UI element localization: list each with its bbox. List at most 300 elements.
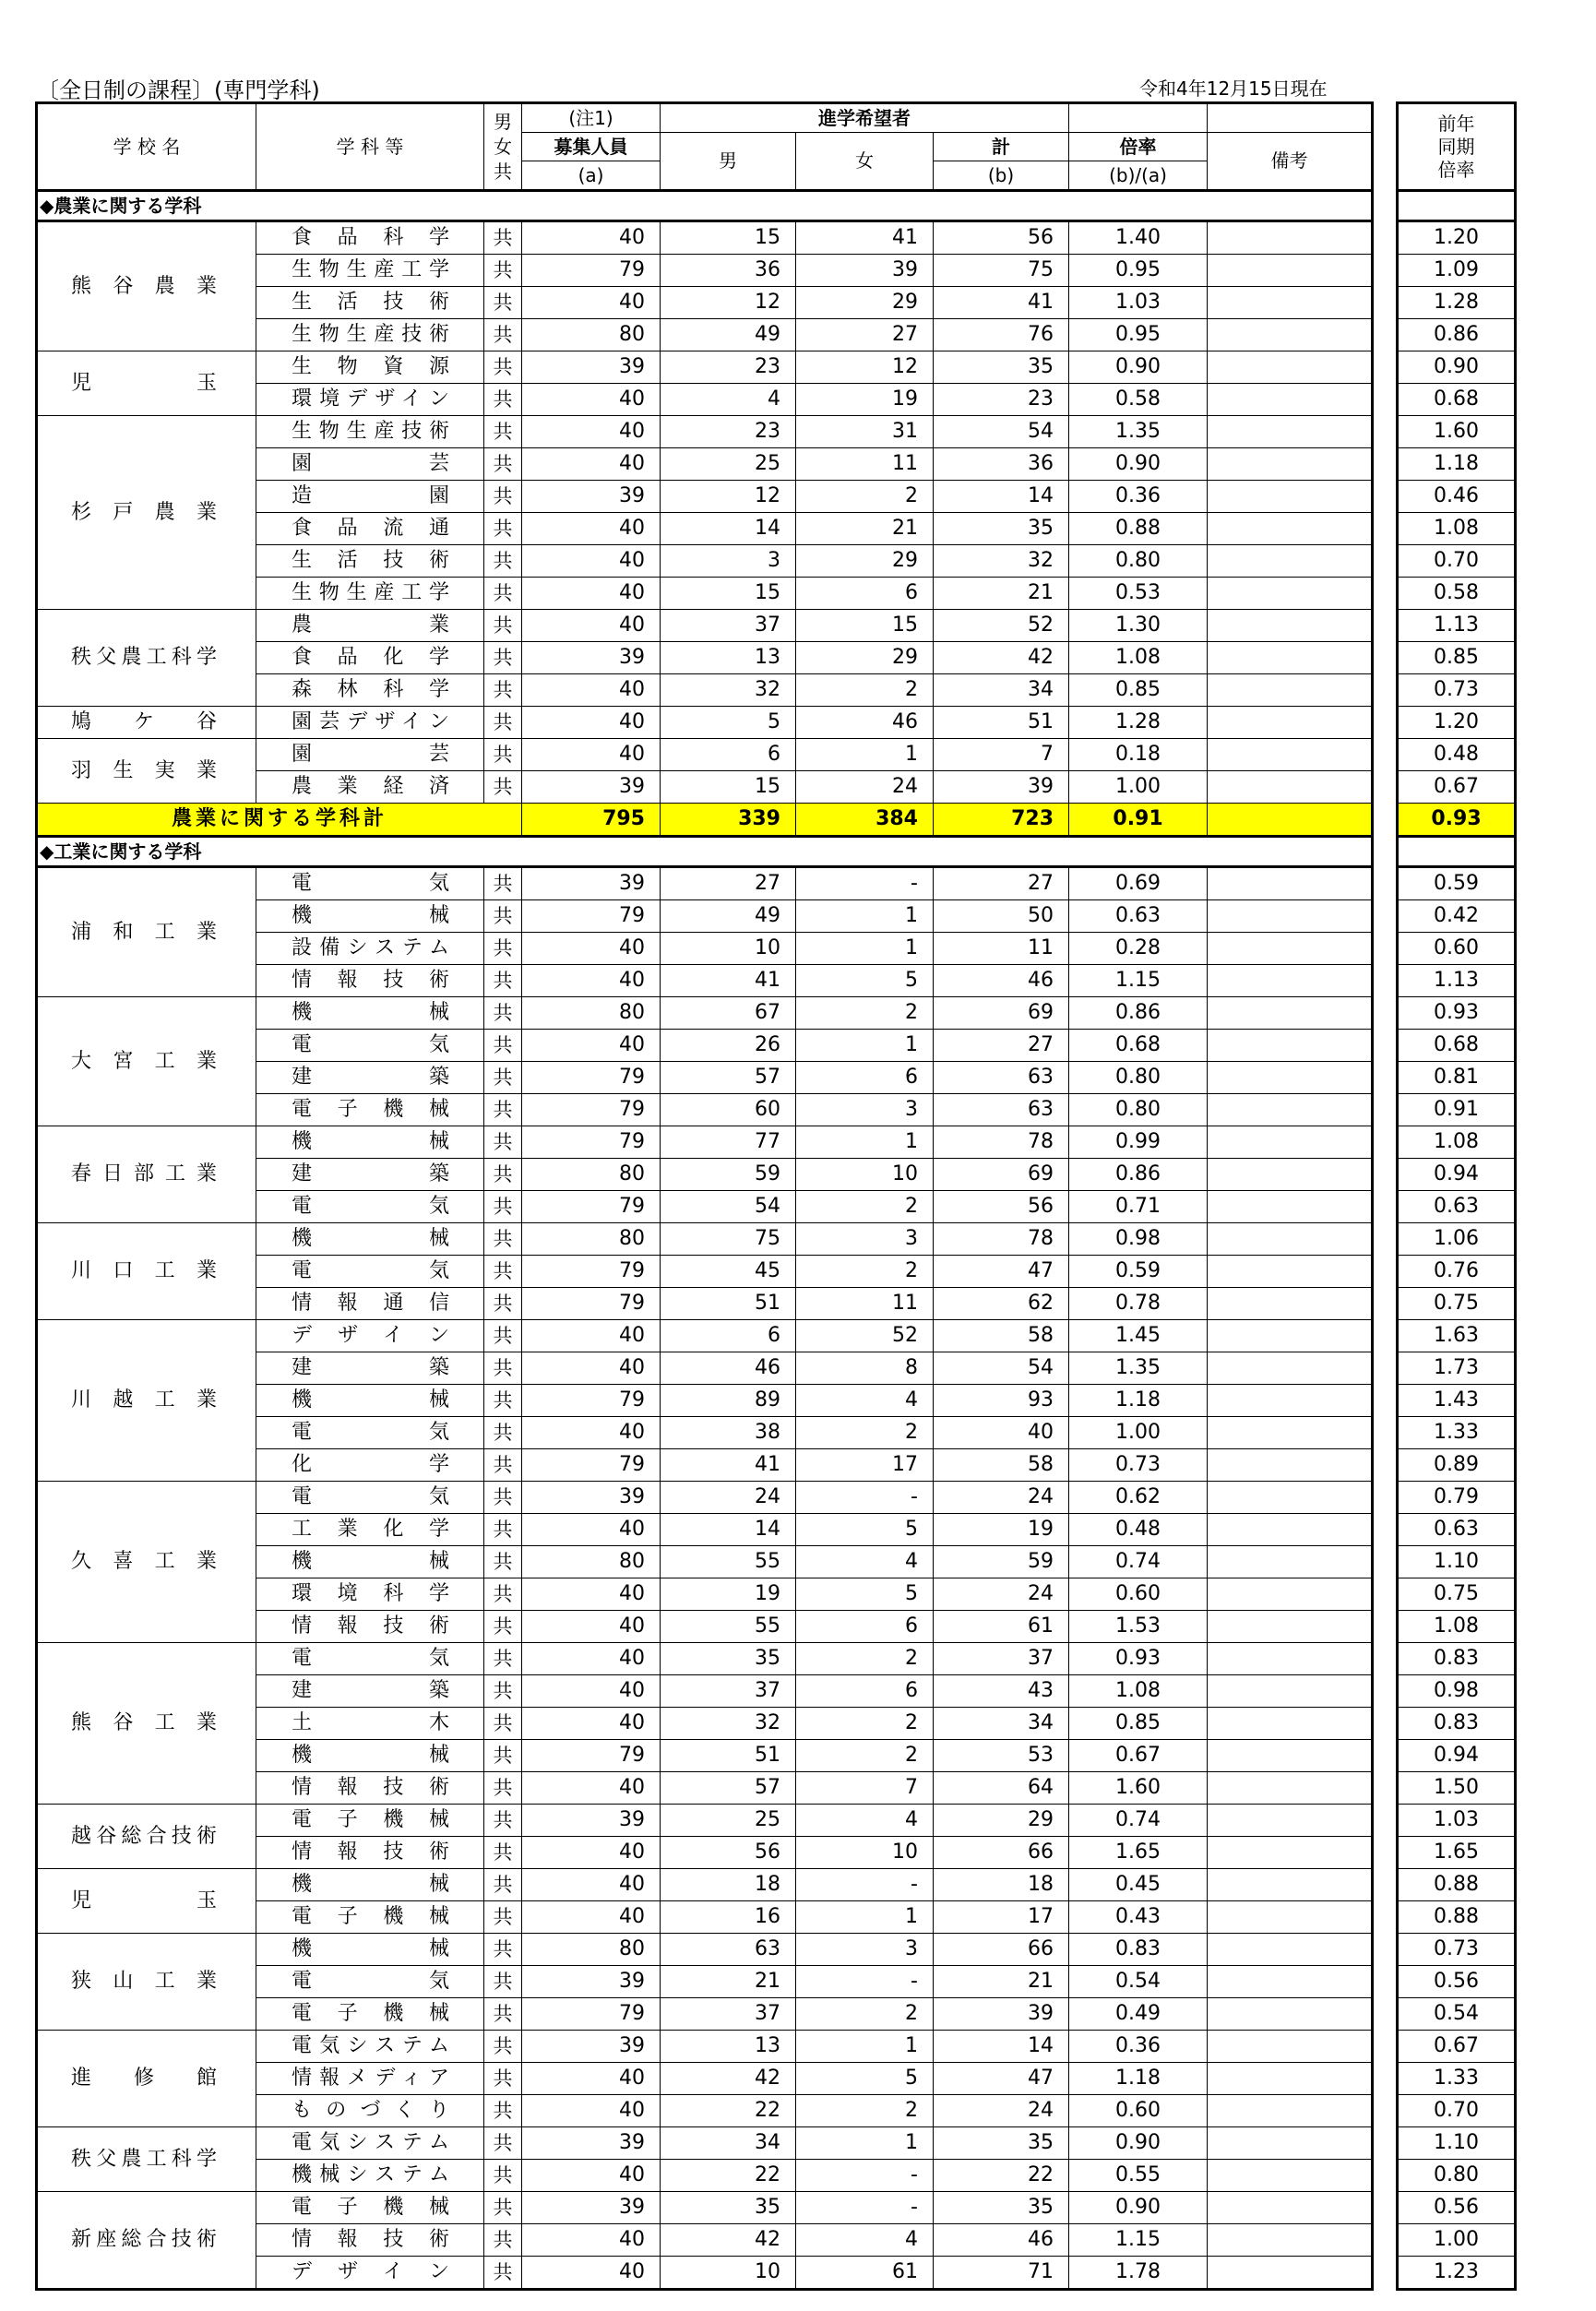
female-count: 11 [796, 448, 934, 481]
table-row [1398, 1385, 1516, 1417]
ratio: 1.08 [1069, 642, 1208, 674]
remarks [1208, 1094, 1373, 1126]
dept-name: 電気 [256, 1191, 484, 1223]
dept-name: 電気 [256, 867, 484, 900]
table-row [1398, 610, 1516, 642]
capacity: 39 [522, 481, 661, 513]
female-count: 2 [796, 1708, 934, 1740]
male-count: 63 [661, 1934, 796, 1966]
remarks [1208, 900, 1373, 933]
table-row [1398, 1998, 1516, 2031]
male-count: 10 [661, 933, 796, 965]
prev-ratio: 1.08 [1398, 1126, 1516, 1159]
remarks [1208, 1966, 1373, 1998]
table-row [37, 1805, 1373, 1837]
sex-type: 共 [484, 384, 522, 416]
table-row [1398, 1320, 1516, 1352]
female-count: 5 [796, 2063, 934, 2095]
table-row [1398, 513, 1516, 545]
school-name: 新座総合技術 [37, 2192, 256, 2290]
ratio: 1.15 [1069, 2224, 1208, 2257]
capacity: 39 [522, 1966, 661, 1998]
header-row [37, 103, 1373, 133]
sex-type: 共 [484, 674, 522, 707]
table-row [1398, 965, 1516, 997]
male-count: 14 [661, 1514, 796, 1546]
ratio: 0.69 [1069, 867, 1208, 900]
table-row [1398, 1578, 1516, 1611]
total-count: 24 [934, 2095, 1069, 2127]
female-count: 8 [796, 1352, 934, 1385]
header-ratio: 倍率 [1069, 133, 1208, 161]
remarks [1208, 1159, 1373, 1191]
remarks [1208, 1675, 1373, 1708]
male-count: 23 [661, 351, 796, 384]
remarks [1208, 1320, 1373, 1352]
total-count: 27 [934, 1030, 1069, 1062]
ratio: 0.86 [1069, 997, 1208, 1030]
table-row [1398, 545, 1516, 578]
total-count: 69 [934, 997, 1069, 1030]
male-count: 89 [661, 1385, 796, 1417]
female-count: 21 [796, 513, 934, 545]
dept-name: 生物資源 [256, 351, 484, 384]
female-count: 39 [796, 255, 934, 287]
female-count: 24 [796, 771, 934, 804]
school-name: 越谷総合技術 [37, 1805, 256, 1869]
ratio: 1.18 [1069, 2063, 1208, 2095]
sex-type: 共 [484, 1094, 522, 1126]
table-row [1398, 642, 1516, 674]
female-count: 29 [796, 545, 934, 578]
female-count: 31 [796, 416, 934, 448]
male-count: 75 [661, 1223, 796, 1256]
remarks [1208, 674, 1373, 707]
remarks [1208, 416, 1373, 448]
header-school: 学 校 名 [37, 103, 256, 191]
dept-name: 園芸デザイン [256, 707, 484, 739]
remarks [1208, 1288, 1373, 1320]
school-name: 春日部工業 [37, 1126, 256, 1223]
sex-type: 共 [484, 1708, 522, 1740]
prev-ratio: 1.65 [1398, 1837, 1516, 1869]
female-count: 27 [796, 319, 934, 351]
male-count: 32 [661, 1708, 796, 1740]
remarks [1208, 1417, 1373, 1449]
table-row [1398, 1901, 1516, 1934]
school-name: 大宮工業 [37, 997, 256, 1126]
ratio: 0.18 [1069, 739, 1208, 771]
ratio: 0.85 [1069, 1708, 1208, 1740]
table-row [1398, 2127, 1516, 2160]
prev-ratio: 1.23 [1398, 2257, 1516, 2290]
table-row [1398, 1030, 1516, 1062]
prev-ratio: 0.81 [1398, 1062, 1516, 1094]
capacity: 40 [522, 545, 661, 578]
total-count: 18 [934, 1869, 1069, 1901]
ratio: 1.35 [1069, 1352, 1208, 1385]
total-count: 32 [934, 545, 1069, 578]
total-count: 50 [934, 900, 1069, 933]
dept-name: 食品科学 [256, 221, 484, 255]
female-count: 4 [796, 1546, 934, 1578]
section-label: ◆農業に関する学科 [37, 191, 1373, 221]
male-count: 49 [661, 319, 796, 351]
sex-type: 共 [484, 1837, 522, 1869]
prev-ratio: 0.63 [1398, 1514, 1516, 1546]
sex-type: 共 [484, 545, 522, 578]
prev-ratio: 1.33 [1398, 2063, 1516, 2095]
total-count: 58 [934, 1320, 1069, 1352]
male-count: 10 [661, 2257, 796, 2290]
capacity: 80 [522, 1159, 661, 1191]
table-row [37, 997, 1373, 1030]
remarks [1208, 2224, 1373, 2257]
prev-ratio: 0.56 [1398, 2192, 1516, 2224]
table-row [1398, 739, 1516, 771]
remarks [1208, 1934, 1373, 1966]
total-count: 40 [934, 1417, 1069, 1449]
ratio: 1.53 [1069, 1611, 1208, 1643]
table-row [1398, 1352, 1516, 1385]
table-row [1398, 384, 1516, 416]
dept-name: デザイン [256, 1320, 484, 1352]
header-male: 男 [661, 133, 796, 191]
prev-ratio: 0.76 [1398, 1256, 1516, 1288]
male-count: 12 [661, 481, 796, 513]
capacity: 40 [522, 448, 661, 481]
capacity: 40 [522, 2160, 661, 2192]
prev-ratio: 0.89 [1398, 1449, 1516, 1482]
remarks [1208, 1546, 1373, 1578]
table-row [1398, 1708, 1516, 1740]
female-count: 1 [796, 739, 934, 771]
dept-name: 電子機械 [256, 1805, 484, 1837]
table-row [1398, 2257, 1516, 2290]
total-label: 農業に関する学科計 [37, 804, 522, 837]
table-row [1398, 287, 1516, 319]
total-count: 22 [934, 2160, 1069, 2192]
ratio: 1.08 [1069, 1675, 1208, 1708]
total-count: 75 [934, 255, 1069, 287]
ratio: 0.90 [1069, 448, 1208, 481]
prev-ratio: 0.73 [1398, 1934, 1516, 1966]
ratio: 0.85 [1069, 674, 1208, 707]
male-count: 67 [661, 997, 796, 1030]
total-female: 384 [796, 804, 934, 837]
dept-name: 電気システム [256, 2031, 484, 2063]
ratio: 0.49 [1069, 1998, 1208, 2031]
table-row [1398, 1869, 1516, 1901]
prev-ratio: 0.75 [1398, 1288, 1516, 1320]
ratio: 0.93 [1069, 1643, 1208, 1675]
capacity: 40 [522, 1708, 661, 1740]
female-count: - [796, 2160, 934, 2192]
header-empty [1208, 103, 1373, 133]
total-count: 43 [934, 1675, 1069, 1708]
sex-type: 共 [484, 1223, 522, 1256]
female-count: - [796, 1482, 934, 1514]
sex-type: 共 [484, 1288, 522, 1320]
remarks [1208, 481, 1373, 513]
sex-type: 共 [484, 771, 522, 804]
dept-name: 設備システム [256, 933, 484, 965]
male-count: 25 [661, 448, 796, 481]
prev-ratio: 0.60 [1398, 933, 1516, 965]
table-row [37, 416, 1373, 448]
ratio: 0.58 [1069, 384, 1208, 416]
male-count: 32 [661, 674, 796, 707]
capacity: 40 [522, 674, 661, 707]
total-count: 36 [934, 448, 1069, 481]
table-row [37, 2031, 1373, 2063]
male-count: 54 [661, 1191, 796, 1223]
table-row [1398, 674, 1516, 707]
female-count: 1 [796, 933, 934, 965]
section-row [37, 191, 1373, 221]
ratio: 1.35 [1069, 416, 1208, 448]
male-count: 36 [661, 255, 796, 287]
remarks [1208, 1030, 1373, 1062]
dept-name: 電気 [256, 1030, 484, 1062]
capacity: 40 [522, 513, 661, 545]
prev-ratio: 1.00 [1398, 2224, 1516, 2257]
capacity: 40 [522, 2063, 661, 2095]
remarks [1208, 1869, 1373, 1901]
female-count: 15 [796, 610, 934, 642]
dept-name: ものづくり [256, 2095, 484, 2127]
male-count: 35 [661, 1643, 796, 1675]
header-sex-char: 女 [494, 135, 512, 158]
ratio: 0.45 [1069, 1869, 1208, 1901]
capacity: 79 [522, 1191, 661, 1223]
male-count: 19 [661, 1578, 796, 1611]
male-count: 4 [661, 384, 796, 416]
female-count: 7 [796, 1772, 934, 1805]
total-prev-ratio: 0.93 [1398, 804, 1516, 837]
dept-name: 情報通信 [256, 1288, 484, 1320]
capacity: 40 [522, 1643, 661, 1675]
table-row [1398, 1449, 1516, 1482]
female-count: 2 [796, 674, 934, 707]
section-spacer-cell [1398, 191, 1516, 221]
remarks [1208, 771, 1373, 804]
male-count: 41 [661, 965, 796, 997]
prev-ratio: 0.67 [1398, 771, 1516, 804]
dept-name: 電気 [256, 1417, 484, 1449]
sex-type: 共 [484, 1578, 522, 1611]
prev-ratio: 1.60 [1398, 416, 1516, 448]
table-row [1398, 1740, 1516, 1772]
remarks [1208, 1708, 1373, 1740]
total-count: 35 [934, 2127, 1069, 2160]
female-count: 11 [796, 1288, 934, 1320]
table-row [1398, 1223, 1516, 1256]
male-count: 51 [661, 1288, 796, 1320]
table-row [1398, 1611, 1516, 1643]
total-count: 39 [934, 771, 1069, 804]
dept-name: 建築 [256, 1675, 484, 1708]
female-count: 5 [796, 965, 934, 997]
female-count: 2 [796, 1417, 934, 1449]
female-count: 2 [796, 997, 934, 1030]
school-name: 鳩ケ谷 [37, 707, 256, 739]
remarks [1208, 255, 1373, 287]
female-count: - [796, 2192, 934, 2224]
ratio: 0.78 [1069, 1288, 1208, 1320]
ratio: 0.68 [1069, 1030, 1208, 1062]
capacity: 39 [522, 867, 661, 900]
capacity: 40 [522, 1352, 661, 1385]
sex-type: 共 [484, 867, 522, 900]
dept-name: 生物生産技術 [256, 319, 484, 351]
prev-ratio: 0.88 [1398, 1901, 1516, 1934]
prev-ratio: 1.20 [1398, 707, 1516, 739]
remarks [1208, 2127, 1373, 2160]
dept-name: 機械 [256, 1126, 484, 1159]
remarks [1208, 1578, 1373, 1611]
capacity: 40 [522, 739, 661, 771]
table-row [37, 2127, 1373, 2160]
remarks [1208, 448, 1373, 481]
female-count: 17 [796, 1449, 934, 1482]
sex-type: 共 [484, 1772, 522, 1805]
header-sex-char: 男 [494, 110, 512, 133]
table-row [1398, 771, 1516, 804]
school-name: 川越工業 [37, 1320, 256, 1482]
total-count: 56 [934, 221, 1069, 255]
female-count: 5 [796, 1514, 934, 1546]
capacity: 79 [522, 1998, 661, 2031]
female-count: 1 [796, 2031, 934, 2063]
male-count: 35 [661, 2192, 796, 2224]
capacity: 79 [522, 1385, 661, 1417]
prev-ratio: 0.75 [1398, 1578, 1516, 1611]
prev-ratio: 0.93 [1398, 997, 1516, 1030]
section-spacer [1398, 837, 1516, 867]
total-count: 69 [934, 1159, 1069, 1191]
capacity: 40 [522, 1578, 661, 1611]
sex-type: 共 [484, 1320, 522, 1352]
male-count: 56 [661, 1837, 796, 1869]
prev-ratio: 0.59 [1398, 867, 1516, 900]
female-count: 6 [796, 1062, 934, 1094]
table-row [1398, 1643, 1516, 1675]
female-count: 6 [796, 1611, 934, 1643]
female-count: 4 [796, 2224, 934, 2257]
ratio: 0.88 [1069, 513, 1208, 545]
female-count: 29 [796, 642, 934, 674]
dept-name: 電気 [256, 1966, 484, 1998]
male-count: 37 [661, 1675, 796, 1708]
table-row [37, 739, 1373, 771]
total-count: 42 [934, 642, 1069, 674]
capacity: 40 [522, 610, 661, 642]
header-prev-line: 倍率 [1437, 158, 1475, 181]
dept-name: デザイン [256, 2257, 484, 2290]
ratio: 1.45 [1069, 1320, 1208, 1352]
ratio: 0.59 [1069, 1256, 1208, 1288]
table-row [37, 610, 1373, 642]
dept-name: 造園 [256, 481, 484, 513]
capacity: 40 [522, 933, 661, 965]
total-count: 34 [934, 1708, 1069, 1740]
total-count: 14 [934, 481, 1069, 513]
school-name: 児玉 [37, 351, 256, 416]
sex-type: 共 [484, 351, 522, 384]
total-count: 29 [934, 1805, 1069, 1837]
sex-type: 共 [484, 1998, 522, 2031]
table-row [1398, 351, 1516, 384]
prev-ratio: 0.56 [1398, 1966, 1516, 1998]
total-remarks [1208, 804, 1373, 837]
sex-type: 共 [484, 2257, 522, 2290]
header-cap-a: (a) [522, 161, 661, 191]
remarks [1208, 933, 1373, 965]
ratio: 0.95 [1069, 319, 1208, 351]
total-count: 71 [934, 2257, 1069, 2290]
female-count: 6 [796, 1675, 934, 1708]
capacity: 40 [522, 1675, 661, 1708]
table-row [1398, 2063, 1516, 2095]
prev-ratio: 1.18 [1398, 448, 1516, 481]
table-row [1398, 1126, 1516, 1159]
male-count: 42 [661, 2063, 796, 2095]
ratio: 0.63 [1069, 900, 1208, 933]
dept-name: 機械 [256, 1546, 484, 1578]
sex-type: 共 [484, 1062, 522, 1094]
sex-type: 共 [484, 1126, 522, 1159]
capacity: 40 [522, 1772, 661, 1805]
header-female: 女 [796, 133, 934, 191]
prev-ratio: 0.83 [1398, 1643, 1516, 1675]
remarks [1208, 319, 1373, 351]
remarks [1208, 2192, 1373, 2224]
male-count: 34 [661, 2127, 796, 2160]
dept-name: 機械 [256, 1740, 484, 1772]
total-count: 63 [934, 1094, 1069, 1126]
dept-name: 農業経済 [256, 771, 484, 804]
remarks [1208, 1482, 1373, 1514]
header-total-b: (b) [934, 161, 1069, 191]
male-count: 41 [661, 1449, 796, 1482]
female-count: 10 [796, 1159, 934, 1191]
dept-name: 園芸 [256, 739, 484, 771]
sex-type: 共 [484, 287, 522, 319]
sex-type: 共 [484, 2160, 522, 2192]
male-count: 22 [661, 2095, 796, 2127]
capacity: 40 [522, 707, 661, 739]
prev-ratio: 0.85 [1398, 642, 1516, 674]
total-count: 76 [934, 319, 1069, 351]
sex-type: 共 [484, 610, 522, 642]
dept-name: 情報メディア [256, 2063, 484, 2095]
dept-name: 電気 [256, 1482, 484, 1514]
dept-name: 農業 [256, 610, 484, 642]
table-row [37, 351, 1373, 384]
ratio: 0.48 [1069, 1514, 1208, 1546]
total-count: 37 [934, 1643, 1069, 1675]
remarks [1208, 1352, 1373, 1385]
remarks [1208, 1126, 1373, 1159]
sex-type: 共 [484, 1191, 522, 1223]
capacity: 40 [522, 1611, 661, 1643]
remarks [1208, 1805, 1373, 1837]
female-count: 6 [796, 578, 934, 610]
sex-type: 共 [484, 1805, 522, 1837]
section-spacer-cell [1398, 837, 1516, 867]
ratio: 0.54 [1069, 1966, 1208, 1998]
